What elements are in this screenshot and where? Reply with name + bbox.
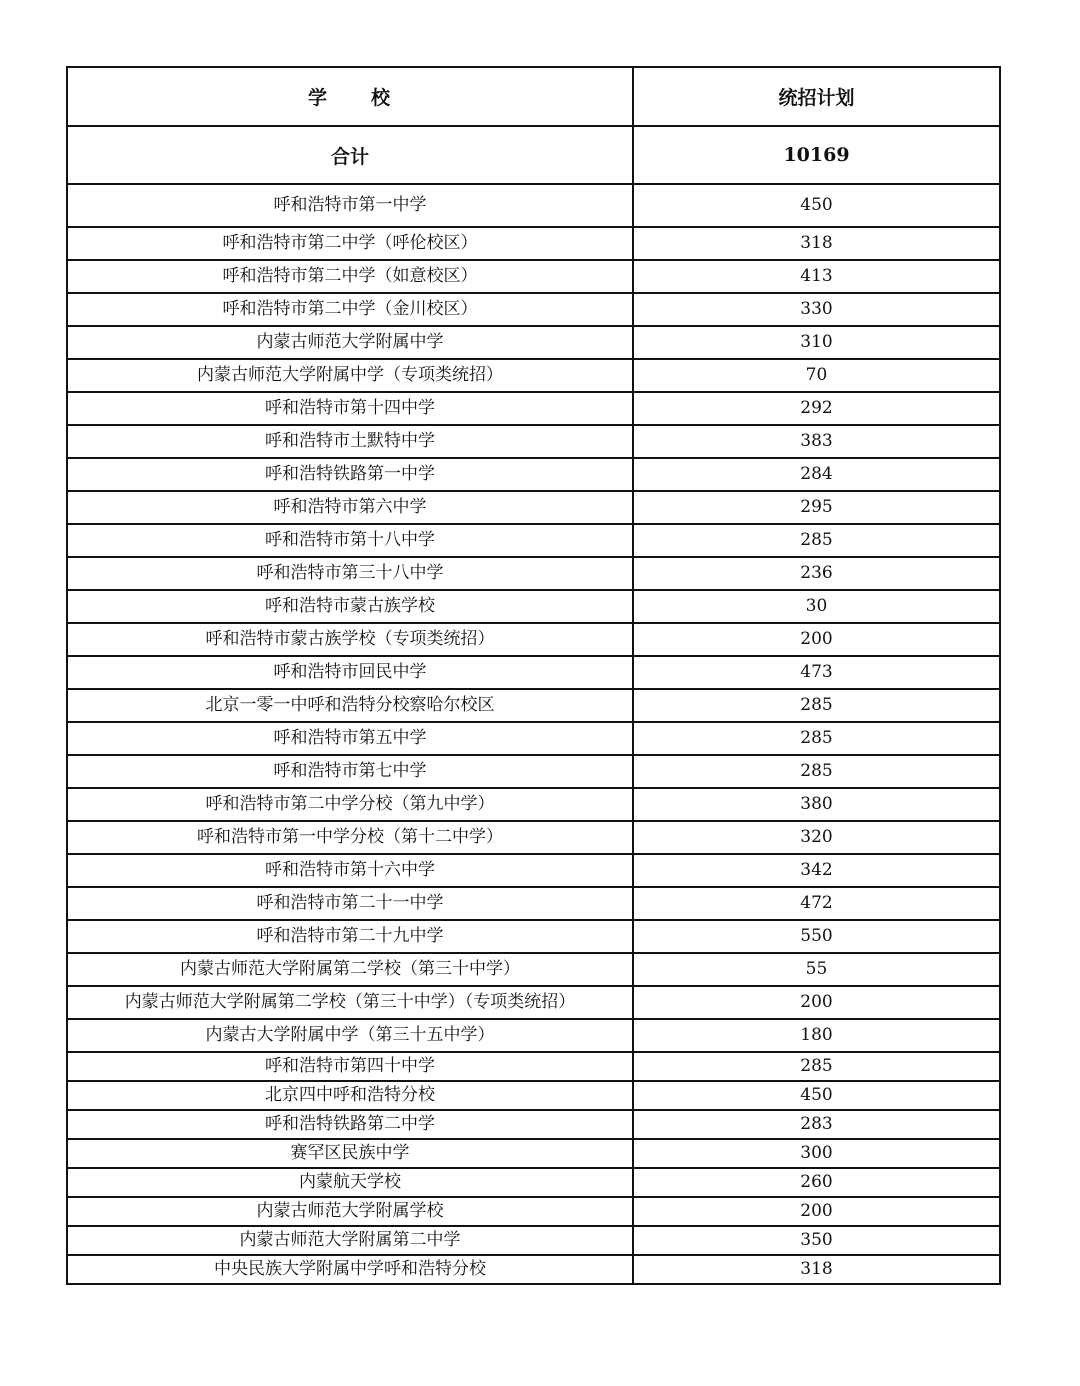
school-name: 呼和浩特市土默特中学 — [67, 425, 633, 458]
school-name: 呼和浩特市蒙古族学校（专项类统招） — [67, 623, 633, 656]
plan-count: 383 — [633, 425, 1000, 458]
table-header-row — [67, 67, 1000, 126]
school-name: 赛罕区民族中学 — [67, 1139, 633, 1168]
plan-count: 236 — [633, 557, 1000, 590]
school-name: 呼和浩特市第二中学分校（第九中学） — [67, 788, 633, 821]
table-row — [67, 788, 1000, 821]
plan-count: 260 — [633, 1168, 1000, 1197]
table-row — [67, 1081, 1000, 1110]
total-label: 合计 — [67, 126, 633, 184]
school-name: 呼和浩特市第一中学分校（第十二中学） — [67, 821, 633, 854]
table-row — [67, 184, 1000, 227]
plan-count: 200 — [633, 1197, 1000, 1226]
plan-count: 292 — [633, 392, 1000, 425]
school-name: 呼和浩特市回民中学 — [67, 656, 633, 689]
school-name: 呼和浩特市蒙古族学校 — [67, 590, 633, 623]
table-row — [67, 1019, 1000, 1052]
plan-count: 285 — [633, 689, 1000, 722]
school-name: 呼和浩特市第四十中学 — [67, 1052, 633, 1081]
plan-count: 330 — [633, 293, 1000, 326]
table-row — [67, 1110, 1000, 1139]
table-row — [67, 557, 1000, 590]
school-name: 中央民族大学附属中学呼和浩特分校 — [67, 1255, 633, 1284]
table-row — [67, 524, 1000, 557]
table-row — [67, 227, 1000, 260]
table-row — [67, 392, 1000, 425]
table-row — [67, 1197, 1000, 1226]
school-name: 内蒙古师范大学附属第二学校（第三十中学） — [67, 953, 633, 986]
school-name: 呼和浩特市第二十一中学 — [67, 887, 633, 920]
table-row — [67, 359, 1000, 392]
school-name: 呼和浩特市第一中学 — [67, 184, 633, 227]
table-row — [67, 953, 1000, 986]
plan-count: 342 — [633, 854, 1000, 887]
table-row — [67, 1052, 1000, 1081]
plan-count: 413 — [633, 260, 1000, 293]
plan-count: 285 — [633, 755, 1000, 788]
plan-count: 285 — [633, 722, 1000, 755]
plan-count: 380 — [633, 788, 1000, 821]
enrollment-plan-table — [66, 66, 1001, 1285]
school-name: 呼和浩特市第二中学（如意校区） — [67, 260, 633, 293]
school-name: 呼和浩特市第十四中学 — [67, 392, 633, 425]
plan-count: 70 — [633, 359, 1000, 392]
table-row — [67, 821, 1000, 854]
table-row — [67, 491, 1000, 524]
table-row — [67, 458, 1000, 491]
school-name: 呼和浩特市第六中学 — [67, 491, 633, 524]
plan-count: 300 — [633, 1139, 1000, 1168]
school-name: 呼和浩特市第二十九中学 — [67, 920, 633, 953]
plan-count: 472 — [633, 887, 1000, 920]
total-row — [67, 126, 1000, 184]
table-row — [67, 590, 1000, 623]
plan-count: 473 — [633, 656, 1000, 689]
plan-count: 550 — [633, 920, 1000, 953]
plan-count: 200 — [633, 986, 1000, 1019]
table-row — [67, 1255, 1000, 1284]
school-name: 呼和浩特市第十六中学 — [67, 854, 633, 887]
plan-count: 350 — [633, 1226, 1000, 1255]
table-row — [67, 920, 1000, 953]
table-row — [67, 656, 1000, 689]
table-row — [67, 722, 1000, 755]
table-row — [67, 1139, 1000, 1168]
table-row — [67, 755, 1000, 788]
plan-count: 283 — [633, 1110, 1000, 1139]
plan-count: 285 — [633, 524, 1000, 557]
school-name: 内蒙古师范大学附属中学（专项类统招） — [67, 359, 633, 392]
plan-count: 284 — [633, 458, 1000, 491]
plan-count: 310 — [633, 326, 1000, 359]
table-row — [67, 1226, 1000, 1255]
school-name: 内蒙古师范大学附属第二中学 — [67, 1226, 633, 1255]
school-name: 呼和浩特铁路第二中学 — [67, 1110, 633, 1139]
plan-count: 180 — [633, 1019, 1000, 1052]
plan-count: 450 — [633, 1081, 1000, 1110]
header-plan: 统招计划 — [633, 67, 1000, 126]
school-name: 呼和浩特市第二中学（呼伦校区） — [67, 227, 633, 260]
school-name: 呼和浩特市第七中学 — [67, 755, 633, 788]
plan-count: 320 — [633, 821, 1000, 854]
plan-count: 295 — [633, 491, 1000, 524]
school-name: 呼和浩特市第十八中学 — [67, 524, 633, 557]
school-name: 呼和浩特市第五中学 — [67, 722, 633, 755]
school-name: 内蒙航天学校 — [67, 1168, 633, 1197]
table-row — [67, 854, 1000, 887]
header-school: 学 校 — [67, 67, 633, 126]
plan-count: 55 — [633, 953, 1000, 986]
plan-count: 318 — [633, 1255, 1000, 1284]
table-row — [67, 689, 1000, 722]
table-row — [67, 260, 1000, 293]
school-name: 北京四中呼和浩特分校 — [67, 1081, 633, 1110]
school-name: 呼和浩特铁路第一中学 — [67, 458, 633, 491]
plan-count: 285 — [633, 1052, 1000, 1081]
plan-count: 30 — [633, 590, 1000, 623]
school-name: 呼和浩特市第二中学（金川校区） — [67, 293, 633, 326]
school-name: 内蒙古师范大学附属中学 — [67, 326, 633, 359]
school-name: 呼和浩特市第三十八中学 — [67, 557, 633, 590]
table-row — [67, 1168, 1000, 1197]
school-name: 北京一零一中呼和浩特分校察哈尔校区 — [67, 689, 633, 722]
table-row — [67, 425, 1000, 458]
table-row — [67, 887, 1000, 920]
plan-count: 450 — [633, 184, 1000, 227]
school-name: 内蒙古师范大学附属第二学校（第三十中学）（专项类统招） — [67, 986, 633, 1019]
plan-count: 200 — [633, 623, 1000, 656]
table-row — [67, 326, 1000, 359]
table-row — [67, 623, 1000, 656]
school-name: 内蒙古大学附属中学（第三十五中学） — [67, 1019, 633, 1052]
plan-count: 318 — [633, 227, 1000, 260]
table-row — [67, 293, 1000, 326]
school-name: 内蒙古师范大学附属学校 — [67, 1197, 633, 1226]
table-row — [67, 986, 1000, 1019]
total-value: 10169 — [633, 126, 1000, 184]
